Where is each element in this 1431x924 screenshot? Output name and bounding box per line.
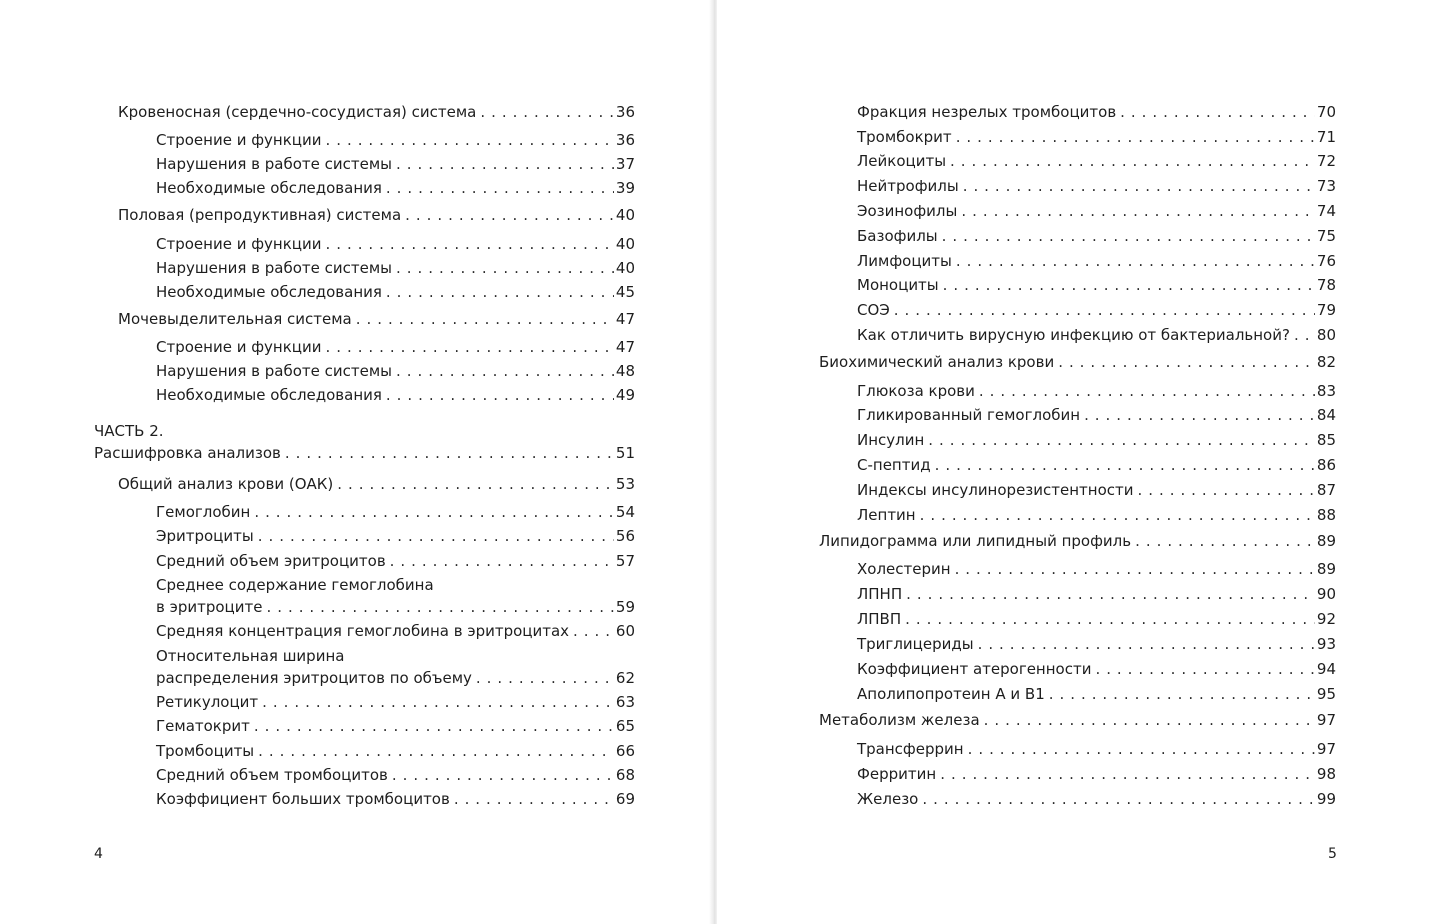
toc-page-number: 98 <box>1316 765 1336 783</box>
toc-page-number: 48 <box>615 362 635 380</box>
toc-entry[interactable] <box>857 506 1336 525</box>
toc-page-number: 36 <box>615 103 635 121</box>
toc-title: Коэффициент больших тромбоцитов <box>156 790 450 808</box>
toc-title: Мочевыделительная система <box>118 310 352 328</box>
toc-entry[interactable] <box>819 353 1336 372</box>
toc-leader <box>325 235 613 254</box>
toc-title: Тромбокрит <box>857 128 952 146</box>
toc-leader <box>258 742 614 761</box>
toc-entry[interactable] <box>857 635 1336 654</box>
right-page <box>717 0 1431 924</box>
toc-entry[interactable] <box>156 179 635 198</box>
toc-entry[interactable] <box>857 202 1336 221</box>
toc-leader <box>254 717 614 736</box>
toc-entry[interactable] <box>156 283 635 302</box>
toc-leader <box>454 790 614 809</box>
toc-entry[interactable] <box>857 560 1336 579</box>
toc-entry[interactable] <box>118 103 635 122</box>
toc-page-number: 74 <box>1316 202 1336 220</box>
toc-page-number: 63 <box>615 693 635 711</box>
toc-title: Коэффициент атерогенности <box>857 660 1092 678</box>
toc-title: Как отличить вирусную инфекцию от бактериальной? <box>857 326 1290 344</box>
toc-entry[interactable] <box>156 155 635 174</box>
toc-page-number: 69 <box>615 790 635 808</box>
toc-entry[interactable] <box>857 227 1336 246</box>
toc-entry[interactable] <box>156 131 635 150</box>
toc-entry[interactable] <box>857 406 1336 425</box>
toc-leader <box>392 766 614 785</box>
toc-entry[interactable] <box>857 103 1336 122</box>
toc-leader <box>337 475 614 494</box>
toc-title: Инсулин <box>857 431 925 449</box>
toc-page-number: 89 <box>1316 560 1336 578</box>
toc-entry[interactable] <box>156 362 635 381</box>
toc-title: Эозинофилы <box>857 202 958 220</box>
toc-page-number: 59 <box>615 598 635 616</box>
toc-page-number: 66 <box>615 742 635 760</box>
toc-leader <box>943 276 1315 295</box>
toc-page-number: 86 <box>1316 456 1336 474</box>
toc-entry[interactable] <box>857 610 1336 629</box>
toc-title: Нейтрофилы <box>857 177 959 195</box>
toc-entry[interactable] <box>156 338 635 357</box>
toc-title: Расшифровка анализов <box>94 444 281 462</box>
toc-entry[interactable] <box>857 252 1336 271</box>
toc-title: Средний объем тромбоцитов <box>156 766 388 784</box>
toc-page-number: 76 <box>1316 252 1336 270</box>
toc-leader <box>405 206 614 225</box>
toc-entry[interactable] <box>156 503 635 522</box>
toc-title: Индексы инсулинорезистентности <box>857 481 1134 499</box>
toc-leader <box>950 152 1315 171</box>
toc-page-number: 92 <box>1316 610 1336 628</box>
toc-leader <box>956 252 1315 271</box>
toc-page-number: 53 <box>615 475 635 493</box>
toc-leader <box>940 765 1315 784</box>
toc-leader <box>922 790 1315 809</box>
toc-leader <box>386 283 614 302</box>
toc-page-number: 71 <box>1316 128 1336 146</box>
toc-title: Гемоглобин <box>156 503 251 521</box>
toc-leader <box>942 227 1315 246</box>
toc-entry[interactable] <box>156 742 635 761</box>
toc-title: Железо <box>857 790 919 808</box>
toc-title: С-пептид <box>857 456 931 474</box>
toc-page-number: 87 <box>1316 481 1336 499</box>
toc-entry[interactable] <box>94 444 635 463</box>
toc-entry[interactable] <box>118 310 635 329</box>
toc-leader <box>573 622 614 641</box>
toc-title: Гликированный гемоглобин <box>857 406 1081 424</box>
toc-leader <box>396 155 614 174</box>
toc-entry[interactable] <box>156 527 635 546</box>
toc-page-number: 36 <box>615 131 635 149</box>
toc-entry[interactable] <box>156 235 635 254</box>
toc-title: распределения эритроцитов по объему <box>156 669 472 687</box>
toc-title-line: Относительная ширина <box>156 647 345 665</box>
toc-entry[interactable] <box>156 598 635 617</box>
toc-title: Кровеносная (сердечно-сосудистая) система <box>118 103 477 121</box>
toc-title: Базофилы <box>857 227 938 245</box>
toc-leader <box>1138 481 1315 500</box>
toc-entry[interactable] <box>857 301 1336 320</box>
toc-leader <box>356 310 614 329</box>
toc-entry[interactable] <box>857 128 1336 147</box>
toc-leader <box>386 179 614 198</box>
toc-leader <box>894 301 1315 320</box>
toc-leader <box>262 693 614 712</box>
toc-leader <box>1120 103 1315 122</box>
toc-page-number: 95 <box>1316 685 1336 703</box>
toc-entry[interactable] <box>156 717 635 736</box>
toc-entry[interactable] <box>857 456 1336 475</box>
toc-page-number: 97 <box>1316 711 1336 729</box>
toc-page-number: 37 <box>615 155 635 173</box>
toc-leader <box>396 362 614 381</box>
toc-leader <box>920 506 1315 525</box>
toc-leader <box>979 382 1315 401</box>
toc-title: в эритроците <box>156 598 263 616</box>
toc-title: Тромбоциты <box>156 742 255 760</box>
toc-title: Липидограмма или липидный профиль <box>819 532 1132 550</box>
toc-title: Средняя концентрация гемоглобина в эритроцитах <box>156 622 570 640</box>
toc-title: СОЭ <box>857 301 890 319</box>
toc-leader <box>955 560 1315 579</box>
toc-page-number: 88 <box>1316 506 1336 524</box>
toc-leader <box>906 585 1315 604</box>
toc-leader <box>285 444 614 463</box>
toc-leader <box>961 202 1315 221</box>
toc-leader <box>254 503 614 522</box>
toc-title: Лимфоциты <box>857 252 952 270</box>
toc-entry[interactable] <box>118 475 635 494</box>
toc-leader <box>1294 326 1315 345</box>
toc-page-number: 78 <box>1316 276 1336 294</box>
toc-page-number: 51 <box>615 444 635 462</box>
toc-leader <box>1135 532 1315 551</box>
toc-title: Средний объем эритроцитов <box>156 552 386 570</box>
toc-page-number: 84 <box>1316 406 1336 424</box>
toc-leader <box>935 456 1315 475</box>
toc-page-number: 54 <box>615 503 635 521</box>
toc-entry[interactable] <box>819 532 1336 551</box>
toc-leader <box>984 711 1315 730</box>
toc-leader <box>928 431 1315 450</box>
toc-entry[interactable] <box>156 790 635 809</box>
toc-title: Фракция незрелых тромбоцитов <box>857 103 1117 121</box>
toc-entry[interactable] <box>857 431 1336 450</box>
toc-title: Нарушения в работе системы <box>156 155 393 173</box>
toc-entry[interactable] <box>118 206 635 225</box>
toc-entry[interactable] <box>857 276 1336 295</box>
toc-title: Холестерин <box>857 560 951 578</box>
toc-page-number: 70 <box>1316 103 1336 121</box>
toc-title: Необходимые обследования <box>156 283 382 301</box>
toc-title: Лейкоциты <box>857 152 947 170</box>
toc-page-number: 65 <box>615 717 635 735</box>
toc-entry[interactable] <box>156 386 635 405</box>
toc-page-number: 90 <box>1316 585 1336 603</box>
toc-leader <box>1095 660 1314 679</box>
toc-title: Эритроциты <box>156 527 254 545</box>
left-page <box>0 0 712 924</box>
toc-title: Ферритин <box>857 765 937 783</box>
toc-entry[interactable] <box>819 711 1336 730</box>
toc-page-number: 73 <box>1316 177 1336 195</box>
toc-page-number: 40 <box>615 206 635 224</box>
toc-entry[interactable] <box>857 740 1336 759</box>
toc-title: Метаболизм железа <box>819 711 980 729</box>
toc-page-number: 85 <box>1316 431 1336 449</box>
toc-entry[interactable] <box>857 790 1336 809</box>
toc-page-number: 56 <box>615 527 635 545</box>
toc-title: Триглицериды <box>857 635 974 653</box>
toc-page-number: 47 <box>615 310 635 328</box>
toc-page-number: 57 <box>615 552 635 570</box>
toc-page-number: 39 <box>615 179 635 197</box>
toc-page-number: 89 <box>1316 532 1336 550</box>
toc-leader <box>1084 406 1315 425</box>
toc-title: Биохимический анализ крови <box>819 353 1055 371</box>
toc-title: Моноциты <box>857 276 939 294</box>
toc-page-number: 75 <box>1316 227 1336 245</box>
page-number-right: 5 <box>1328 846 1337 862</box>
part-heading: ЧАСТЬ 2. <box>94 422 164 440</box>
toc-leader <box>386 386 614 405</box>
toc-title: Строение и функции <box>156 235 322 253</box>
toc-title: Половая (репродуктивная) система <box>118 206 402 224</box>
toc-page-number: 72 <box>1316 152 1336 170</box>
toc-leader <box>480 103 614 122</box>
toc-page-number: 60 <box>615 622 635 640</box>
toc-title: Ретикулоцит <box>156 693 259 711</box>
toc-leader <box>396 259 614 278</box>
toc-leader <box>978 635 1315 654</box>
toc-page-number: 80 <box>1316 326 1336 344</box>
toc-entry[interactable] <box>857 585 1336 604</box>
toc-page-number: 94 <box>1316 660 1336 678</box>
toc-leader <box>258 527 614 546</box>
toc-leader <box>325 131 613 150</box>
toc-entry[interactable] <box>156 622 635 641</box>
toc-page-number: 99 <box>1316 790 1336 808</box>
toc-entry[interactable] <box>857 177 1336 196</box>
toc-entry[interactable] <box>857 152 1336 171</box>
toc-title: Трансферрин <box>857 740 964 758</box>
toc-page-number: 62 <box>615 669 635 687</box>
toc-entry[interactable] <box>156 693 635 712</box>
toc-entry[interactable] <box>857 326 1336 345</box>
toc-page-number: 68 <box>615 766 635 784</box>
toc-page-number: 40 <box>615 235 635 253</box>
toc-title: Нарушения в работе системы <box>156 259 393 277</box>
toc-title: Глюкоза крови <box>857 382 975 400</box>
toc-page-number: 97 <box>1316 740 1336 758</box>
toc-page-number: 79 <box>1316 301 1336 319</box>
toc-entry[interactable] <box>156 552 635 571</box>
toc-leader <box>963 177 1315 196</box>
toc-entry[interactable] <box>857 765 1336 784</box>
toc-title: Строение и функции <box>156 131 322 149</box>
toc-leader <box>325 338 613 357</box>
toc-entry[interactable] <box>156 259 635 278</box>
toc-leader <box>390 552 614 571</box>
toc-entry[interactable] <box>156 766 635 785</box>
toc-leader <box>968 740 1315 759</box>
toc-page-number: 47 <box>615 338 635 356</box>
toc-leader <box>956 128 1315 147</box>
page-number-left: 4 <box>94 846 103 862</box>
toc-entry[interactable] <box>857 685 1336 704</box>
toc-entry[interactable] <box>857 481 1336 500</box>
toc-title: ЛПНП <box>857 585 903 603</box>
toc-title: Лептин <box>857 506 916 524</box>
toc-title: Гематокрит <box>156 717 250 735</box>
toc-title: Общий анализ крови (ОАК) <box>118 475 334 493</box>
toc-leader <box>266 598 613 617</box>
toc-title: Строение и функции <box>156 338 322 356</box>
toc-page-number: 83 <box>1316 382 1336 400</box>
toc-page-number: 93 <box>1316 635 1336 653</box>
toc-title: Нарушения в работе системы <box>156 362 393 380</box>
toc-leader <box>476 669 614 688</box>
toc-page-number: 82 <box>1316 353 1336 371</box>
toc-leader <box>905 610 1315 629</box>
toc-page-number: 49 <box>615 386 635 404</box>
toc-page-number: 40 <box>615 259 635 277</box>
toc-title: Аполипопротеин А и В1 <box>857 685 1045 703</box>
toc-leader <box>1049 685 1315 704</box>
toc-title-line: Среднее содержание гемоглобина <box>156 576 434 594</box>
toc-title: Необходимые обследования <box>156 179 382 197</box>
toc-entry[interactable] <box>156 669 635 688</box>
toc-title: Необходимые обследования <box>156 386 382 404</box>
toc-title: ЛПВП <box>857 610 902 628</box>
toc-leader <box>1058 353 1315 372</box>
toc-entry[interactable] <box>857 660 1336 679</box>
toc-page-number: 45 <box>615 283 635 301</box>
toc-entry[interactable] <box>857 382 1336 401</box>
